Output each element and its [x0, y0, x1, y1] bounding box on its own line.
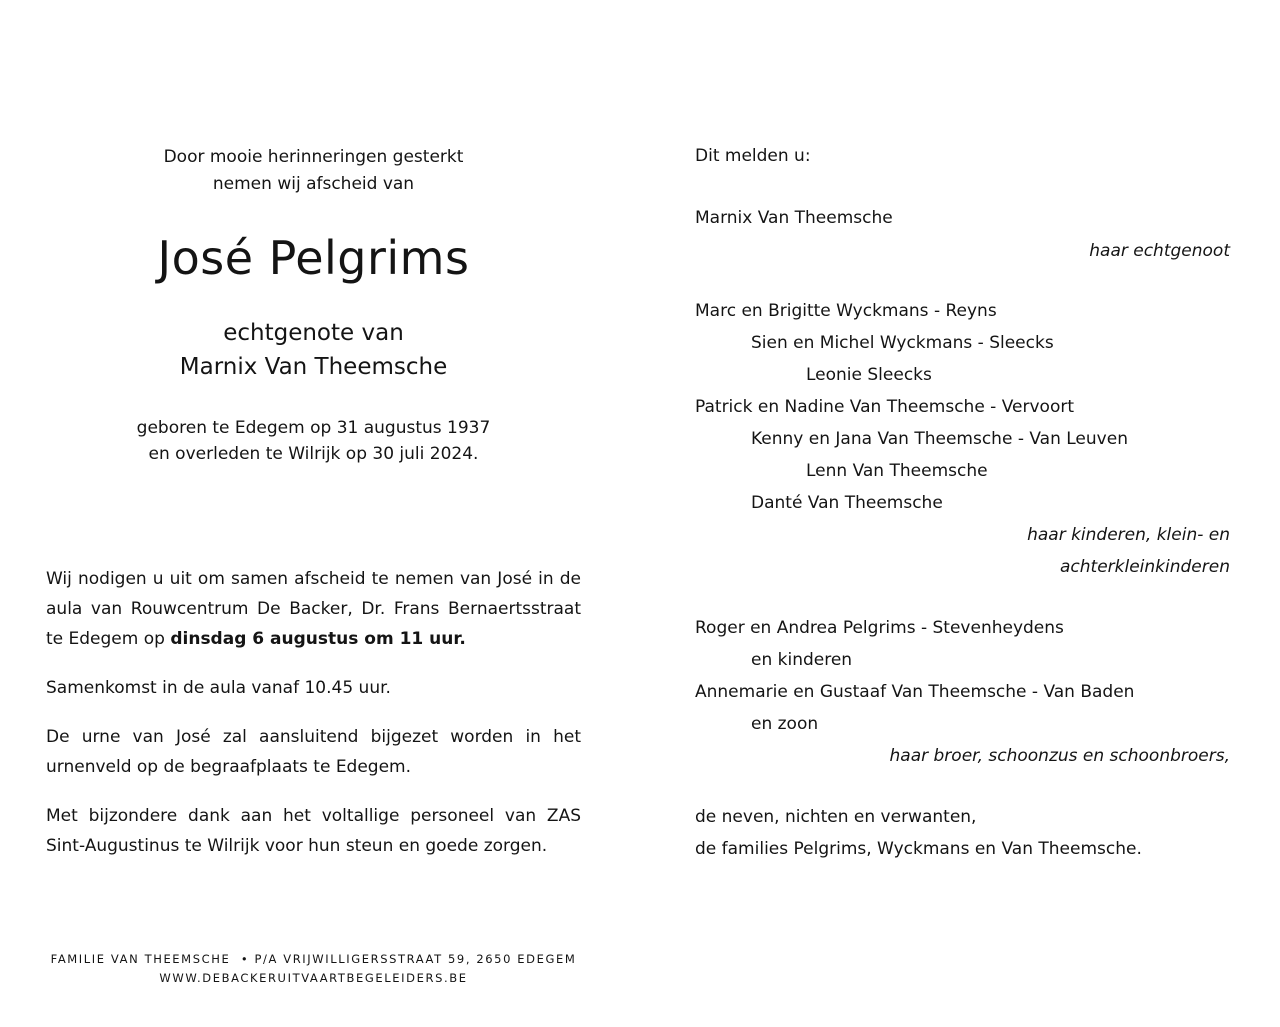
husband-name: Marnix Van Theemsche: [695, 208, 893, 228]
gathering-paragraph: Samenkomst in de aula vanaf 10.45 uur.: [46, 678, 391, 698]
life-dates: [46, 415, 581, 467]
footer-address: FAMILIE VAN THEEMSCHE • P/A VRIJWILLIGERSSTRAAT 59, 2650 EDEGEM: [50, 952, 577, 966]
sibling-family-line: en kinderen: [751, 650, 853, 670]
grandchild-line: Kenny en Jana Van Theemsche - Van Leuven: [751, 429, 1128, 449]
siblings-relation: haar broer, schoonzus en schoonbroers,: [889, 746, 1230, 766]
invitation-paragraph: [46, 564, 581, 654]
sibling-line: Roger en Andrea Pelgrims - Stevenheydens: [695, 618, 1064, 638]
death-date: en overleden te Wilrijk op 30 juli 2024.: [148, 444, 479, 464]
intro-line-1: Door mooie herinneringen gesterkt: [163, 147, 464, 167]
relatives-line-2: de families Pelgrims, Wyckmans en Van Theemsche.: [695, 839, 1142, 859]
children-relation-line-1: haar kinderen, klein- en: [1027, 525, 1230, 545]
ceremony-details: [46, 564, 581, 880]
urn-paragraph: De urne van José zal aansluitend bijgezet worden in het urnenveld op de begraafplaats te Edegem.: [46, 727, 581, 777]
sibling-line: Annemarie en Gustaaf Van Theemsche - Van Baden: [695, 682, 1135, 702]
footer: [46, 950, 581, 988]
spouse-label: echtgenote van: [223, 320, 404, 346]
invitation-text: Wij nodigen u uit om samen afscheid te nemen van José in de aula van Rouwcentrum De Backer, Dr. Frans Bernaertsstraat te Edegem op: [46, 569, 581, 649]
intro-text: [46, 144, 581, 198]
spouse-name: Marnix Van Theemsche: [179, 354, 448, 380]
children-relation-line-2: achterkleinkinderen: [1060, 557, 1230, 577]
intro-line-2: nemen wij afscheid van: [212, 174, 415, 194]
spouse-info: [46, 316, 581, 384]
husband-relation: haar echtgenoot: [1089, 241, 1230, 261]
child-line: Patrick en Nadine Van Theemsche - Vervoort: [695, 397, 1074, 417]
birth-date: geboren te Edegem op 31 augustus 1937: [136, 418, 491, 438]
great-grandchild-line: Lenn Van Theemsche: [806, 461, 988, 481]
deceased-name: José Pelgrims: [157, 231, 470, 285]
sibling-family-line: en zoon: [751, 714, 819, 734]
great-grandchild-line: Leonie Sleecks: [806, 365, 932, 385]
invitation-date: dinsdag 6 augustus om 11 uur.: [170, 629, 466, 649]
grandchild-line: Sien en Michel Wyckmans - Sleecks: [751, 333, 1054, 353]
child-line: Marc en Brigitte Wyckmans - Reyns: [695, 301, 997, 321]
grandchild-line: Danté Van Theemsche: [751, 493, 943, 513]
footer-website: WWW.DEBACKERUITVAARTBEGELEIDERS.BE: [159, 971, 468, 985]
announce-line: Dit melden u:: [695, 146, 811, 166]
thanks-paragraph: Met bijzondere dank aan het voltallige personeel van ZAS Sint-Augustinus te Wilrijk voor hun steun en goede zorgen.: [46, 806, 581, 856]
relatives-line-1: de neven, nichten en verwanten,: [695, 807, 977, 827]
